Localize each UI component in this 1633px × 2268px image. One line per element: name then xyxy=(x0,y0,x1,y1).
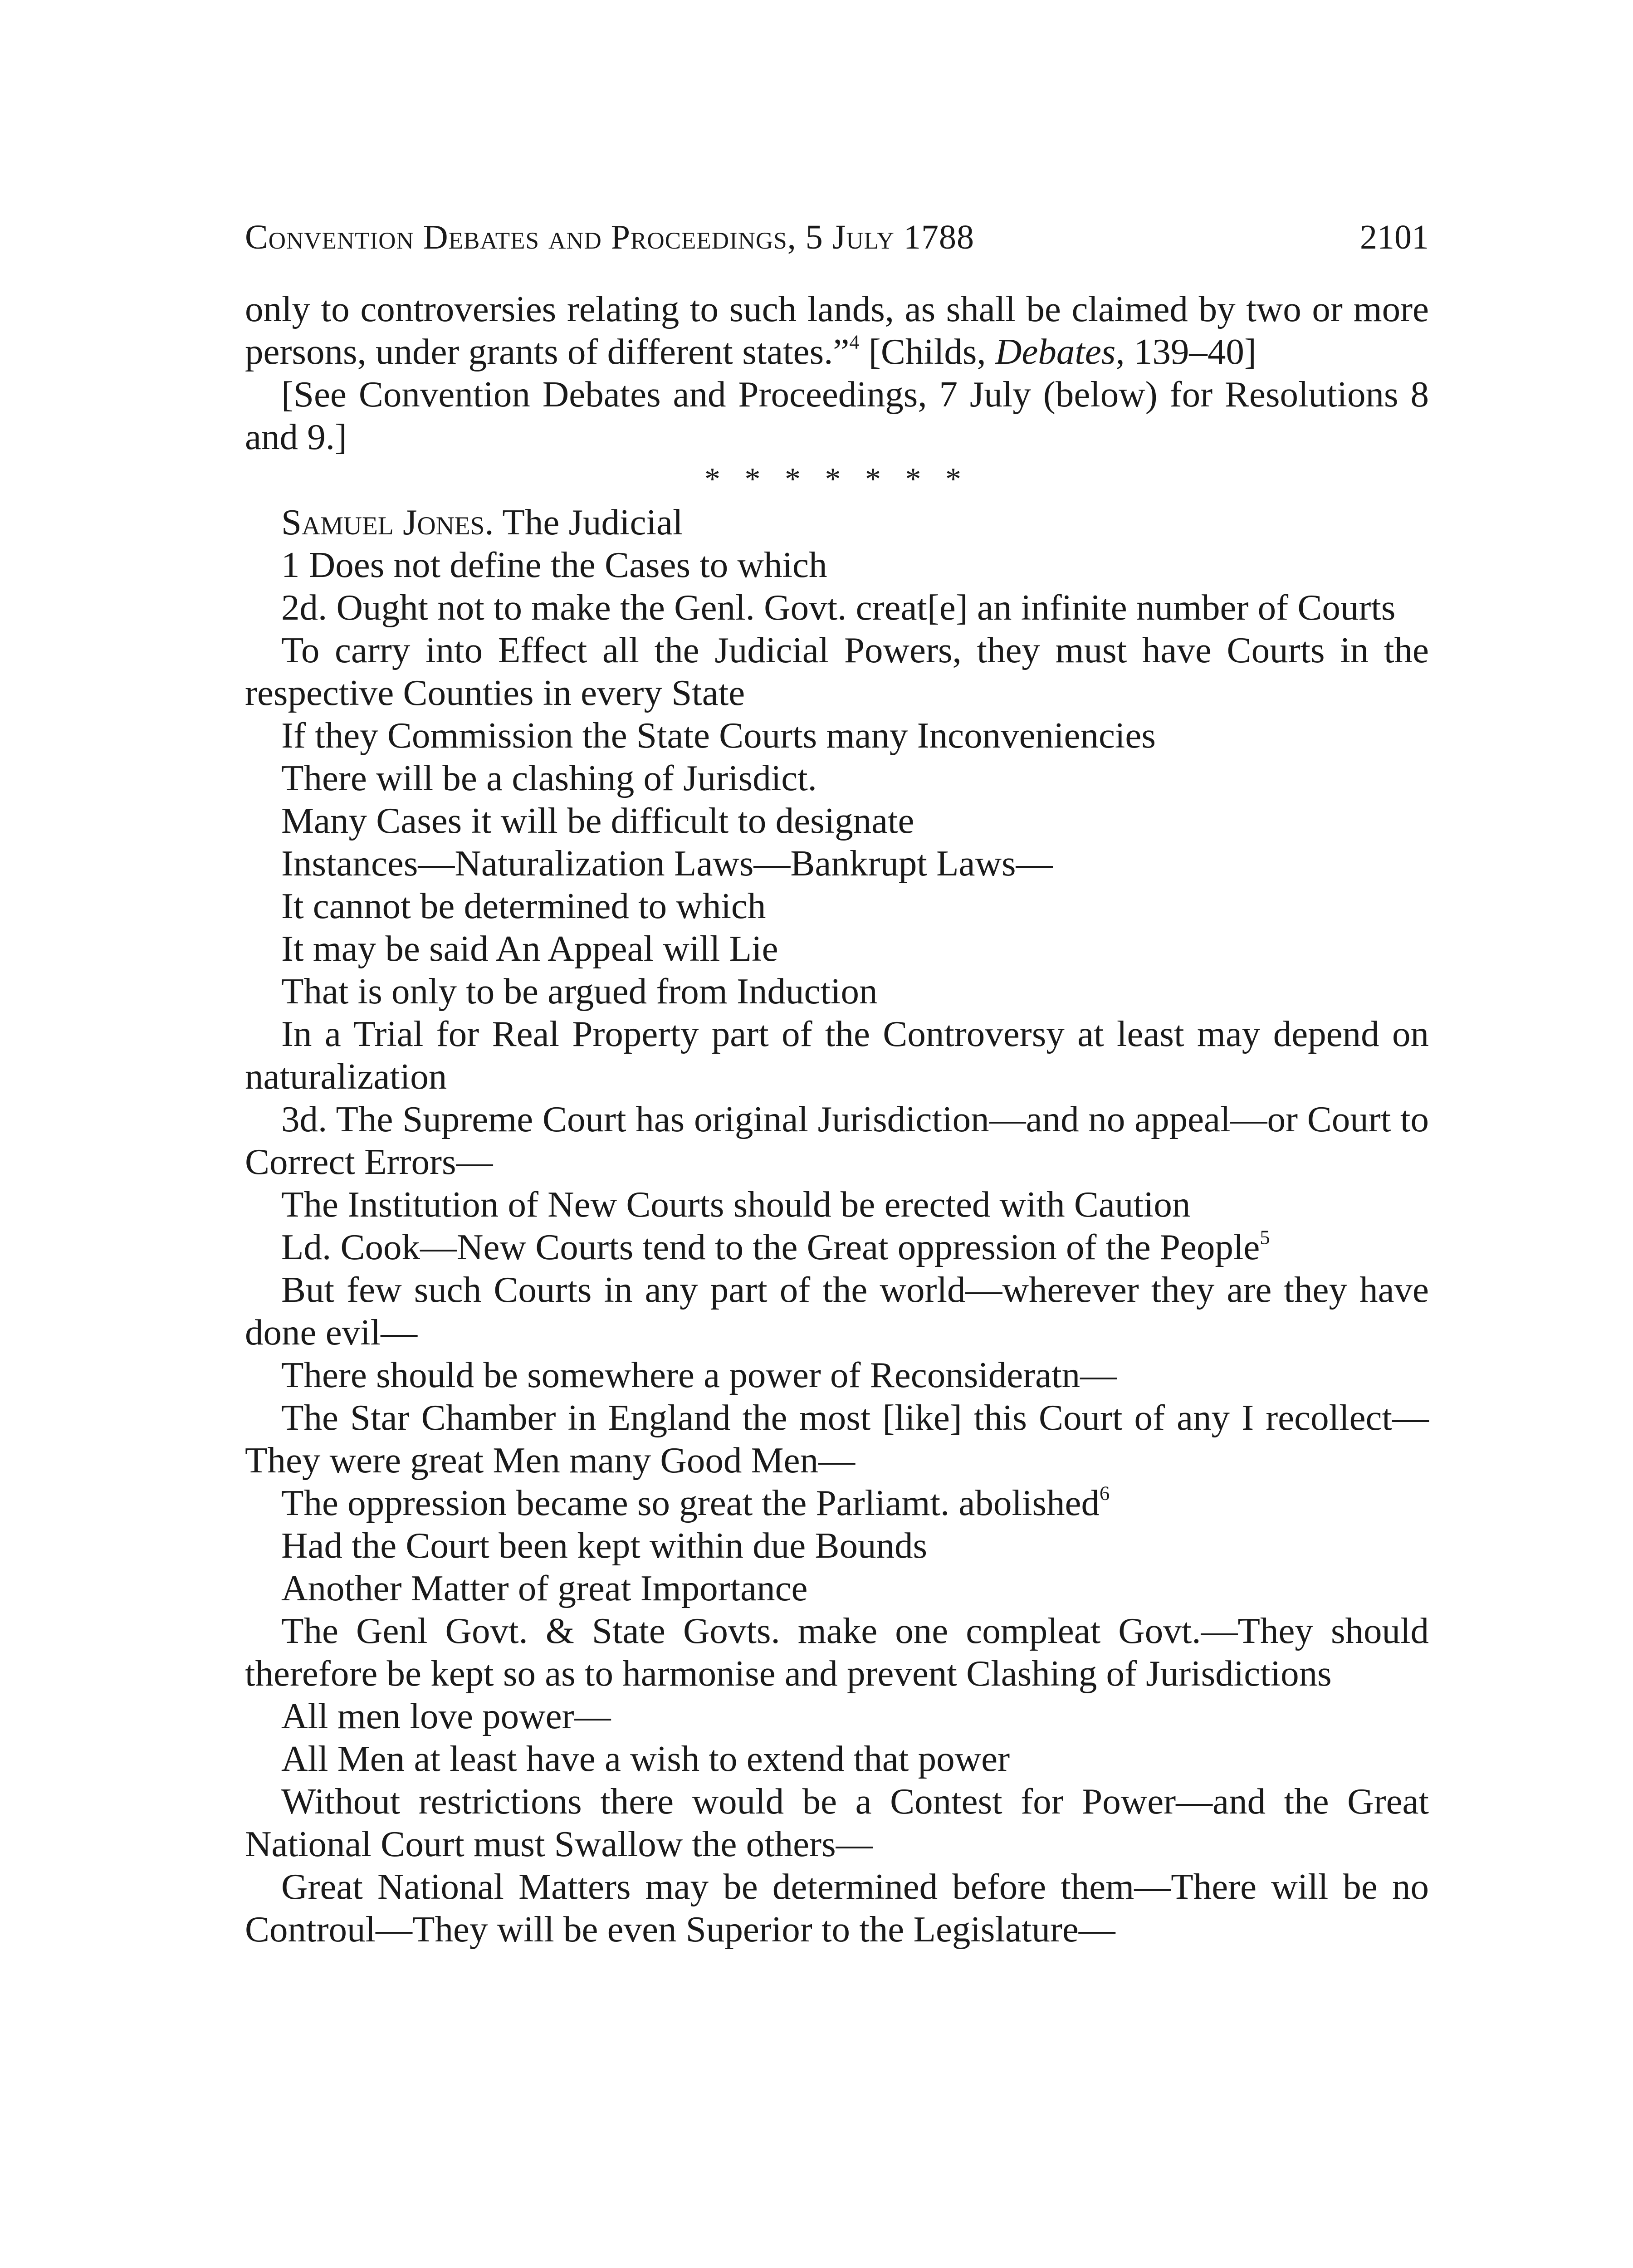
heading-text: . The Judicial xyxy=(484,502,683,543)
page xyxy=(245,218,1429,1950)
paragraph: The Star Chamber in England the most [like] this Court of any I recollect—They were great Men many Good Men— xyxy=(245,1397,1429,1481)
paragraph: The Institution of New Courts should be erected with Caution xyxy=(281,1184,1191,1225)
text-run: 139–40] xyxy=(1125,331,1257,372)
paragraph: It may be said An Appeal will Lie xyxy=(281,928,778,969)
text-run: [Childs, xyxy=(859,331,995,372)
speaker-name: Samuel Jones xyxy=(281,502,485,543)
running-head xyxy=(245,218,1429,261)
paragraph: Instances—Naturalization Laws—Bankrupt Laws— xyxy=(281,843,1053,884)
paragraph: To carry into Effect all the Judicial Powers, they must have Courts in the respective Counties in every State xyxy=(245,630,1429,713)
paragraph: It cannot be determined to which xyxy=(281,885,766,926)
paragraph: [See Convention Debates and Proceedings, 7 July (below) for Resolutions 8 and 9.] xyxy=(245,374,1429,457)
paragraph: In a Trial for Real Property part of the Controversy at least may depend on naturalization xyxy=(245,1013,1429,1097)
footnote-ref: 4 xyxy=(849,330,860,353)
paragraph xyxy=(245,1481,1429,1524)
paragraph: Had the Court been kept within due Bounds xyxy=(281,1525,928,1566)
text-run: only to controversies relating to such lands, as shall be claimed by two or more persons, under grants of different states.” xyxy=(245,288,1429,372)
paragraph: Another Matter of great Importance xyxy=(281,1568,808,1608)
paragraph: That is only to be argued from Induction xyxy=(281,971,878,1012)
text-run: The oppression became so great the Parliamt. abolished xyxy=(281,1482,1100,1523)
running-title: Convention Debates and Proceedings, 5 July 1788 xyxy=(245,218,974,256)
paragraph: If they Commission the State Courts many Inconveniencies xyxy=(281,715,1156,756)
paragraph: 3d. The Supreme Court has original Jurisdiction—and no appeal—or Court to Correct Errors— xyxy=(245,1099,1429,1182)
paragraph: Many Cases it will be difficult to designate xyxy=(281,800,914,841)
paragraph: 2d. Ought not to make the Genl. Govt. creat[e] an infinite number of Courts xyxy=(281,587,1396,628)
section-separator: * * * * * * * xyxy=(704,462,969,497)
paragraph: The Genl Govt. & State Govts. make one compleat Govt.—They should therefore be kept so as to harmonise and prevent Clashing of Jurisdictions xyxy=(245,1610,1429,1694)
body-text xyxy=(245,288,1429,1950)
page-number: 2101 xyxy=(1360,218,1429,256)
paragraph: Without restrictions there would be a Contest for Power—and the Great National Court must Swallow the others— xyxy=(245,1781,1429,1864)
paragraph: All Men at least have a wish to extend that power xyxy=(281,1738,1010,1779)
paragraph: 1 Does not define the Cases to which xyxy=(281,544,827,585)
text-run: Ld. Cook—New Courts tend to the Great oppression of the People xyxy=(281,1227,1260,1267)
footnote-ref: 5 xyxy=(1260,1226,1270,1249)
speaker-heading xyxy=(245,501,1429,543)
footnote-ref: 6 xyxy=(1099,1481,1110,1505)
paragraph: But few such Courts in any part of the world—wherever they are they have done evil— xyxy=(245,1269,1429,1353)
paragraph: All men love power— xyxy=(281,1696,611,1736)
citation-title: Debates, xyxy=(995,331,1125,372)
paragraph xyxy=(245,288,1429,373)
paragraph: Great National Matters may be determined before them—There will be no Controul—They will be even Superior to the Legislature— xyxy=(245,1866,1429,1950)
paragraph: There will be a clashing of Jurisdict. xyxy=(281,758,817,798)
paragraph xyxy=(245,1226,1429,1268)
paragraph: There should be somewhere a power of Reconsideratn— xyxy=(281,1354,1117,1395)
